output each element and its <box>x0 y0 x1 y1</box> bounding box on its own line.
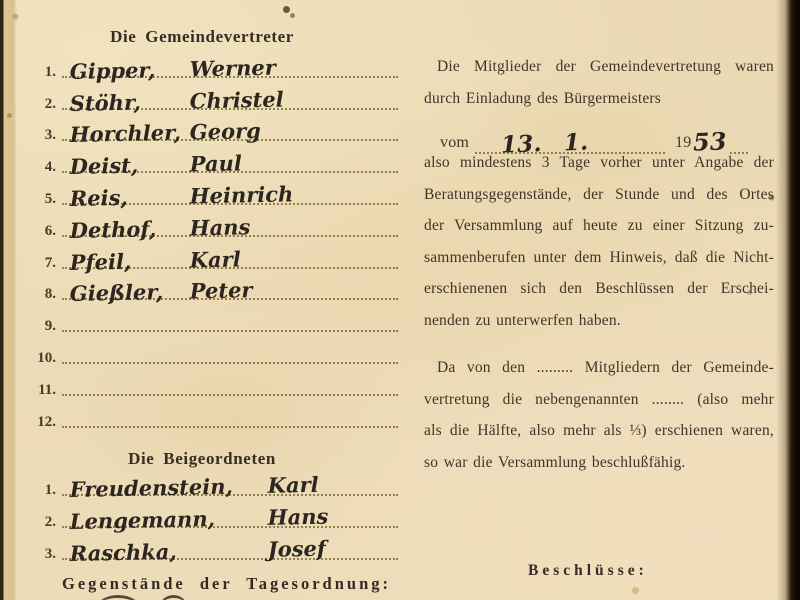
date-line <box>424 121 774 159</box>
members-list <box>18 52 412 434</box>
paragraph-line: so war die Versammlung beschlußfähig. <box>424 453 686 471</box>
deputy-name <box>69 503 329 534</box>
member-row <box>18 147 412 179</box>
paragraph-line: vertretung die nebengenannten ........ (also mehr <box>424 390 774 408</box>
deputies-list <box>18 470 412 566</box>
member-last-name: Horchler, <box>69 120 182 148</box>
scan-edge-right <box>776 0 800 600</box>
date-year-handwritten: 53 <box>692 126 728 157</box>
paragraph-line: als die Hälfte, also mehr als ⅓) erschienen waren, <box>424 422 774 439</box>
paragraph-line: also mindestens 3 Tage vorher unter Angabe der <box>424 154 774 171</box>
paragraph-line: erschienenen sich den Beschlüssen der Erschei- <box>424 280 774 297</box>
deputy-last-name: Raschka, <box>69 538 177 566</box>
paragraph-line: nenden zu unterwerfen haben. <box>424 311 621 329</box>
members-heading: Die Gemeindevertreter <box>110 27 294 46</box>
deputies-heading: Die Beigeordneten <box>128 449 276 468</box>
member-first-name: Peter <box>189 277 253 304</box>
member-first-name: Heinrich <box>189 181 294 209</box>
member-row <box>18 402 412 434</box>
member-last-name: Reis, <box>69 184 128 211</box>
paragraph-line: der Versammlung auf heute zu einer Sitzung zu- <box>424 217 774 234</box>
member-row <box>18 179 412 211</box>
deputy-name <box>69 535 327 566</box>
deputy-last-name: Lengemann, <box>69 505 216 534</box>
member-row <box>18 84 412 116</box>
agenda-heading: Gegenstände der Tagesordnung: <box>62 574 391 593</box>
date-label: vom <box>440 134 470 151</box>
deputy-row <box>18 502 412 534</box>
member-name <box>70 216 251 241</box>
deputy-row <box>18 470 412 502</box>
member-number: 5. <box>44 190 56 207</box>
scan-edge-left <box>0 0 17 600</box>
dotted-line <box>730 142 748 154</box>
member-number: 11. <box>38 381 56 398</box>
member-number: 1. <box>44 63 56 80</box>
member-row <box>18 116 412 148</box>
dotted-line <box>62 330 398 332</box>
member-name <box>70 248 241 273</box>
member-row <box>18 211 412 243</box>
member-name <box>70 183 294 209</box>
member-row <box>18 52 412 84</box>
left-column <box>18 0 412 600</box>
date-blank-dotted-line <box>475 122 665 159</box>
deputy-first-name: Josef <box>267 535 327 562</box>
form-paragraph-1 <box>424 52 774 343</box>
paragraph-line: Die Mitglieder der Gemeindevertretung waren <box>437 58 774 75</box>
member-number: 8. <box>44 286 56 303</box>
paragraph-line: Beratungsgegenstände, der Stunde und des Ortes <box>424 185 774 203</box>
member-last-name: Gipper, <box>69 57 156 84</box>
member-name <box>69 54 276 84</box>
deputy-name <box>69 471 319 502</box>
member-last-name: Dethof, <box>69 215 157 243</box>
member-first-name: Georg <box>189 118 262 145</box>
member-number: 4. <box>44 159 56 176</box>
member-last-name: Gießler, <box>69 279 164 307</box>
member-first-name: Paul <box>189 150 243 177</box>
member-last-name: Deist, <box>69 152 139 180</box>
member-number: 9. <box>44 318 56 335</box>
member-first-name: Werner <box>189 54 276 82</box>
member-name <box>69 118 262 148</box>
right-column <box>424 52 774 579</box>
member-number: 7. <box>44 254 56 271</box>
member-number: 6. <box>44 222 56 239</box>
resolutions-heading: Beschlüsse: <box>528 562 648 579</box>
paragraph-line: Da von den ......... Mitgliedern der Gemeinde- <box>437 359 774 376</box>
paragraph-line: durch Einladung des Bürgermeisters <box>424 89 662 107</box>
member-name <box>69 86 284 116</box>
member-last-name: Pfeil, <box>69 248 132 275</box>
deputy-first-name: Hans <box>267 503 329 530</box>
dotted-line <box>62 362 398 364</box>
member-name <box>69 150 243 180</box>
deputy-first-name: Karl <box>267 471 319 498</box>
member-name <box>69 277 253 307</box>
deputy-number: 2. <box>44 514 56 530</box>
member-row <box>18 243 412 275</box>
date-day-month-handwritten: 13. 1. <box>500 128 589 159</box>
dotted-line <box>62 394 398 396</box>
member-number: 3. <box>44 127 56 144</box>
deputy-number: 3. <box>44 546 56 562</box>
paper-specks <box>0 0 3 3</box>
member-number: 2. <box>44 95 56 112</box>
member-row <box>18 338 412 370</box>
member-first-name: Hans <box>189 214 251 241</box>
member-row <box>18 275 412 307</box>
deputy-number: 1. <box>44 482 56 498</box>
date-century-printed: 19 <box>675 134 692 151</box>
member-row <box>18 306 412 338</box>
deputy-last-name: Freudenstein, <box>69 473 234 502</box>
member-last-name: Stöhr, <box>69 89 142 116</box>
member-number: 10. <box>37 349 56 366</box>
paragraph-line: sammenberufen unter dem Hinweis, daß die Nicht- <box>424 248 774 266</box>
dotted-line <box>62 426 398 428</box>
member-first-name: Karl <box>189 246 241 273</box>
member-row <box>18 370 412 402</box>
deputy-row <box>18 534 412 566</box>
form-paragraph-2 <box>424 353 774 485</box>
member-number: 12. <box>37 413 56 430</box>
member-first-name: Christel <box>189 86 284 114</box>
